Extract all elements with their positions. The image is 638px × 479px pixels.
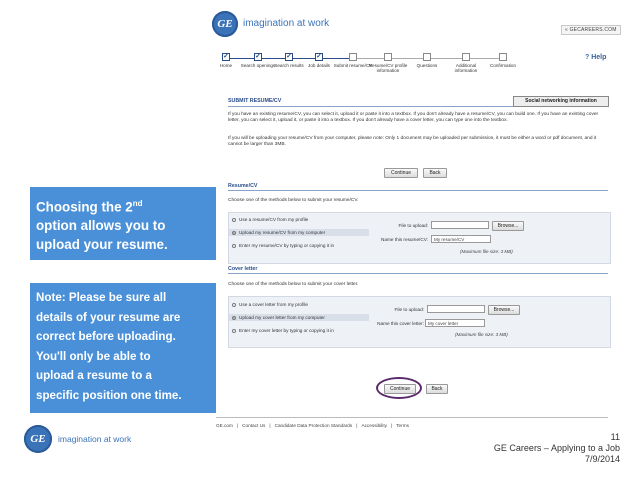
slide-tagline: imagination at work	[58, 434, 132, 444]
step-label: Search openings	[240, 63, 276, 68]
note-line: details of your resume are	[36, 310, 181, 324]
resume-file-label: File to upload:	[398, 223, 428, 228]
step-label: Job details	[308, 63, 330, 68]
radio-option-label: Upload my cover letter from my computer	[239, 315, 325, 320]
footer-link[interactable]: GE.com	[216, 423, 233, 428]
footer-link[interactable]: Candidate Data Protection Standards	[274, 423, 353, 428]
cover-name-label: Name this cover letter:	[377, 321, 424, 326]
cover-max-size: (Maximum file size: 3 MB)	[455, 332, 508, 337]
header-tagline: imagination at work	[243, 18, 330, 29]
radio-option-label: Use a resume/CV from my profile	[239, 217, 309, 222]
step-checked-icon: ✓	[255, 53, 261, 60]
footer-separator: |	[236, 423, 239, 428]
resume-instruction: Choose one of the methods below to submit your resume/CV.	[228, 198, 359, 203]
radio-option[interactable]	[229, 314, 369, 321]
radio-button-icon[interactable]	[232, 231, 236, 235]
radio-option[interactable]	[229, 229, 369, 236]
back-button[interactable]: Back	[426, 384, 448, 394]
divider	[228, 273, 608, 274]
cover-file-input[interactable]	[427, 305, 485, 313]
step-label: Home	[219, 63, 233, 68]
footer-link[interactable]: Contact Us	[242, 423, 266, 428]
ge-logo-text: GE	[217, 18, 233, 30]
radio-option[interactable]	[229, 327, 369, 334]
gecareers-button[interactable]: « GECAREERS.COM	[561, 25, 621, 35]
step-checked-icon: ✓	[316, 53, 322, 60]
radio-button-icon[interactable]	[232, 218, 236, 222]
step-checked-icon: ✓	[286, 53, 292, 60]
slide-subtitle: GE Careers – Applying to a Job	[493, 443, 620, 453]
step-checked-icon: ✓	[223, 53, 229, 60]
callout-line-1: Choosing the 2nd	[36, 199, 143, 215]
radio-option-label: Enter my cover letter by typing or copying it in	[239, 328, 334, 333]
step-label: Additional information	[454, 63, 478, 73]
help-label: Help	[591, 54, 607, 61]
radio-button-icon[interactable]	[232, 244, 236, 248]
step-empty-icon	[423, 53, 431, 61]
cover-name-input[interactable]: My cover letter	[425, 319, 485, 327]
callout-line-3: upload your resume.	[36, 237, 168, 253]
step-empty-icon	[462, 53, 470, 61]
cover-browse-button[interactable]: Browse...	[488, 305, 520, 315]
divider	[228, 190, 608, 191]
step-empty-icon	[384, 53, 392, 61]
cover-section-title: Cover letter	[228, 266, 258, 272]
step-label: Submit resume/CV	[333, 63, 373, 68]
footer-link[interactable]: Terms	[396, 423, 409, 428]
note-line: upload a resume to a	[36, 369, 152, 382]
callout-second-option	[30, 187, 216, 260]
resume-file-input[interactable]	[431, 221, 489, 229]
resume-options	[229, 216, 369, 255]
radio-option-label: Enter my resume/CV by typing or copying it in	[239, 243, 335, 248]
resume-section-title: Resume/CV	[228, 183, 258, 189]
step-empty-icon	[349, 53, 357, 61]
question-mark-icon: ?	[585, 54, 590, 61]
submit-section-title: SUBMIT RESUME/CV	[228, 98, 282, 104]
continue-button[interactable]: Continue	[384, 384, 416, 394]
resume-browse-button[interactable]: Browse...	[492, 221, 524, 231]
footer-link[interactable]: Accessibility	[361, 423, 387, 428]
radio-option[interactable]	[229, 216, 369, 223]
cover-file-label: File to upload:	[394, 307, 424, 312]
step-label: Confirmation	[489, 63, 517, 68]
note-line: correct before uploading.	[36, 330, 176, 343]
footer-divider	[216, 417, 608, 418]
step-label: Search results	[274, 63, 304, 68]
submit-paragraph-1: If you have an existing resume/CV, you can select it, upload it or paste it into a textbox. If you don't already have a resume/CV, you can build one. If you have an existing cover letter, you can select it, upload it, or paste it into a textbox. If you don't already have a cover letter, you can type one into the textbox.	[228, 112, 599, 124]
note-line: specific position one time.	[36, 388, 182, 402]
ge-logo-icon[interactable]	[212, 11, 238, 37]
continue-button-top[interactable]: Continue	[384, 168, 418, 178]
slide-info	[494, 432, 620, 465]
radio-option[interactable]	[229, 301, 369, 308]
step-empty-icon	[499, 53, 507, 61]
submit-paragraph-2: If you will be uploading your resume/CV from your computer, please note: Only 1 document may be uploaded per submission, it must be either a word or pdf document, and it cannot be larger than 3MB.	[228, 136, 597, 148]
footer-separator: |	[390, 423, 393, 428]
resume-name-input[interactable]: My resume/CV	[431, 235, 491, 243]
slide-ge-logo-text: GE	[30, 433, 46, 445]
back-button-top[interactable]: Back	[423, 168, 447, 178]
radio-button-icon[interactable]	[232, 329, 236, 333]
note-line: Note: Please be sure all	[36, 291, 167, 304]
slide-ge-logo-icon	[24, 425, 52, 453]
slide-page-number: 11	[610, 432, 620, 442]
radio-option-label: Use a cover letter from my profile	[239, 302, 309, 307]
step-label: Questions	[416, 63, 438, 68]
footer-separator: |	[269, 423, 271, 428]
radio-button-icon[interactable]	[232, 303, 236, 307]
resume-name-label: Name this resume/CV:	[381, 237, 428, 242]
radio-option[interactable]	[229, 242, 369, 249]
resume-max-size: (Maximum file size: 3 MB)	[460, 249, 513, 254]
step-label: Resume/CV profile information	[368, 63, 408, 73]
callout-note	[30, 283, 216, 413]
note-line: You'll only be able to	[36, 349, 151, 363]
footer-separator: |	[356, 423, 358, 428]
callout-line-2: option allows you to	[36, 218, 166, 234]
cover-instruction: Choose one of the methods below to submit your cover letter.	[228, 282, 359, 287]
radio-option-label: Upload my resume/CV from my computer	[239, 230, 326, 235]
slide-date: 7/9/2014	[584, 454, 620, 464]
footer-links	[214, 423, 411, 428]
radio-button-icon[interactable]	[232, 316, 236, 320]
progress-steps	[216, 52, 606, 86]
cover-options	[229, 301, 369, 340]
social-networking-button[interactable]: Social networking information	[513, 96, 609, 107]
